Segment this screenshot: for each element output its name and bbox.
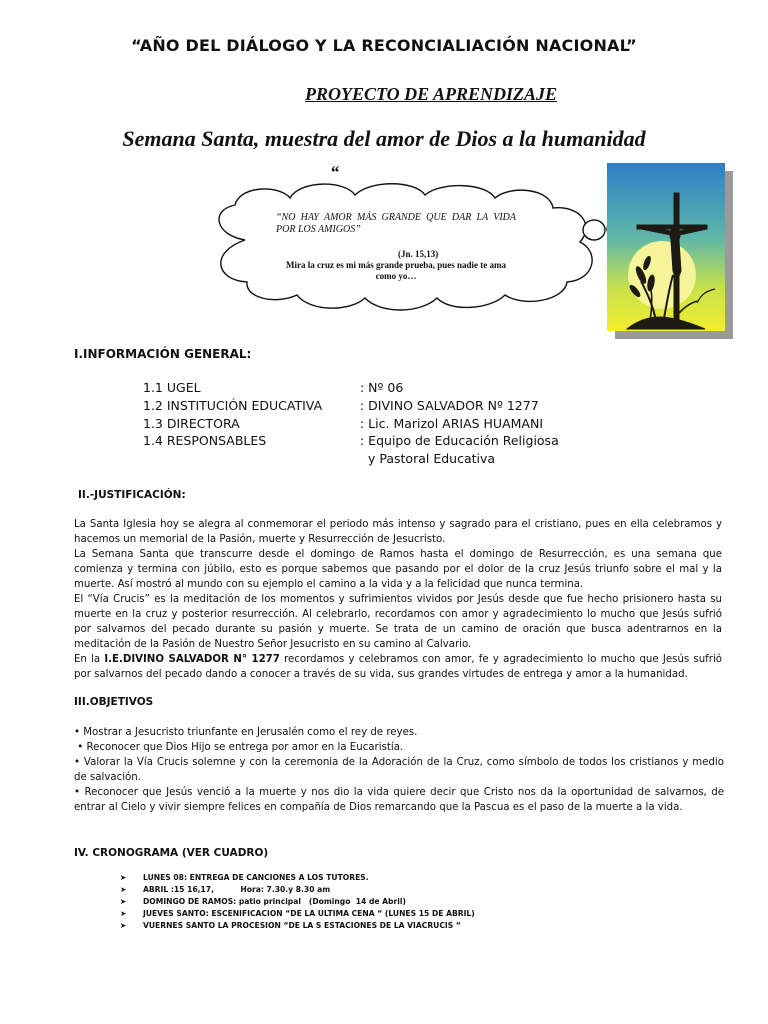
schedule-item-text: JUEVES SANTO: ESCENIFICACION “DE LA ULTIMA CENA “ (LUNES 15 DE ABRIL) [143, 909, 475, 918]
year-name-header: “AÑO DEL DIÁLOGO Y LA RECONCIALIACIÓN NACIONAL” [131, 36, 637, 55]
objective-item: • Mostrar a Jesucristo triunfante en Jerusalén como el rey de reyes. [74, 727, 418, 738]
cloud-message: Mira la cruz es mi más grande prueba, pues nadie te ama como yo… [286, 260, 506, 281]
schedule-item [120, 908, 475, 920]
cloud-reference: (Jn. 15,13) [398, 249, 439, 259]
arrow-bullet-icon: ➤ [120, 873, 127, 882]
justification-paragraph-3: El “Vía Crucis” es la meditación de los momentos y sufrimientos vividos por Jesús desde que fue hecho prisionero hasta su muerte en la cruz y posterior resurrección. Al celebrarlo, recordamos con amor y agradecimiento lo mucho que Jesús sufrió por salvarnos del pecado durante su pasión y muerte. Se trata de un camino de oración que busca adentrarnos en la meditación de la Pasión de Nuestro Señor Jesucristo en su camino al Calvario. [74, 594, 722, 650]
arrow-bullet-icon: ➤ [120, 909, 127, 918]
arrow-bullet-icon: ➤ [120, 921, 127, 930]
crucifix-sunset-image [607, 163, 725, 331]
schedule-item-text: VUERNES SANTO LA PROCESION “DE LA S ESTACIONES DE LA VIACRUCIS “ [143, 921, 461, 930]
justification-paragraph-4 [74, 652, 722, 682]
info-label-responsibles: 1.4 RESPONSABLES [143, 433, 267, 448]
info-value-director: : Lic. Marizol ARIAS HUAMANI [360, 416, 544, 431]
school-name: I.E.DIVINO SALVADOR N° 1277 [104, 654, 280, 665]
info-value-responsibles-cont: y Pastoral Educativa [368, 451, 496, 466]
info-heading: I.INFORMACIÓN GENERAL: [74, 347, 252, 361]
justification-paragraph-2: La Semana Santa que transcurre desde el domingo de Ramos hasta el domingo de Resurrección, es una semana que comienza y termina con júbilo, esto es porque sabemos que pasando por el dolor de la cruz Jesús triunfo sobre el mal y la muerte. Así mostró al mundo con su ejemplo el camino a la vida y a la felicidad que nunca termina. [74, 549, 722, 590]
schedule-item [120, 920, 461, 932]
cloud-verse: “NO HAY AMOR MÁS GRANDE QUE DAR LA VIDA POR LOS AMIGOS” [276, 212, 516, 235]
project-title: PROYECTO DE APRENDIZAJE [305, 84, 558, 104]
info-value-ugel: : Nº 06 [360, 380, 404, 395]
schedule-item-text: ABRIL :15 16,17, Hora: 7.30.y 8.30 am [143, 885, 331, 894]
justification-heading: II.-JUSTIFICACIÓN: [78, 489, 186, 501]
arrow-bullet-icon: ➤ [120, 897, 127, 906]
thought-cloud [205, 180, 625, 315]
objectives-heading: III.OBJETIVOS [74, 696, 154, 708]
objective-item: • Valorar la Vía Crucis solemne y con la ceremonia de la Adoración de la Cruz, como símbolo de todos los cristianos y medio de salvación. [74, 757, 724, 783]
schedule-item-text: DOMINGO DE RAMOS: patio principal (Domingo 14 de Abril) [143, 897, 406, 906]
justification-paragraph-1: La Santa Iglesia hoy se alegra al conmemorar el periodo más intenso y sagrado para el cristiano, pues en ella celebramos y hacemos un memorial de la Pasión, muerte y Resurrección de Jesucristo. [74, 519, 722, 545]
info-label-ugel: 1.1 UGEL [143, 380, 201, 395]
main-title: Semana Santa, muestra del amor de Dios a la humanidad [122, 126, 646, 151]
info-value-responsibles: : Equipo de Educación Religiosa [360, 433, 559, 448]
objective-item: • Reconocer que Jesús venció a la muerte y nos dio la vida quiere decir que Cristo nos da la oportunidad de salvarnos, de entrar al Cielo y vivir siempre felices en compañía de Dios remarcando que la Pascua es el paso de la muerte a la vida. [74, 787, 724, 813]
info-value-institution: : DIVINO SALVADOR Nº 1277 [360, 398, 539, 413]
schedule-item [120, 872, 369, 884]
schedule-item [120, 884, 330, 896]
arrow-bullet-icon: ➤ [120, 885, 127, 894]
schedule-item-text: LUNES 08: ENTREGA DE CANCIONES A LOS TUTORES. [143, 873, 369, 882]
info-label-director: 1.3 DIRECTORA [143, 416, 240, 431]
p4-post: recordamos y celebramos con amor, fe y agradecimiento lo mucho que Jesús sufrió por salvarnos del pecado dando a conocer a través de su vida, sus grandes virtudes de entrega y amor a la humanidad. [74, 654, 723, 680]
schedule-item [120, 896, 406, 908]
p4-pre: En la [74, 654, 105, 665]
schedule-heading: IV. CRONOGRAMA (VER CUADRO) [74, 847, 269, 859]
objective-item: • Reconocer que Dios Hijo se entrega por amor en la Eucaristía. [74, 742, 404, 753]
quote-mark: “ [330, 162, 339, 182]
info-label-institution: 1.2 INSTITUCIÓN EDUCATIVA [143, 398, 323, 413]
